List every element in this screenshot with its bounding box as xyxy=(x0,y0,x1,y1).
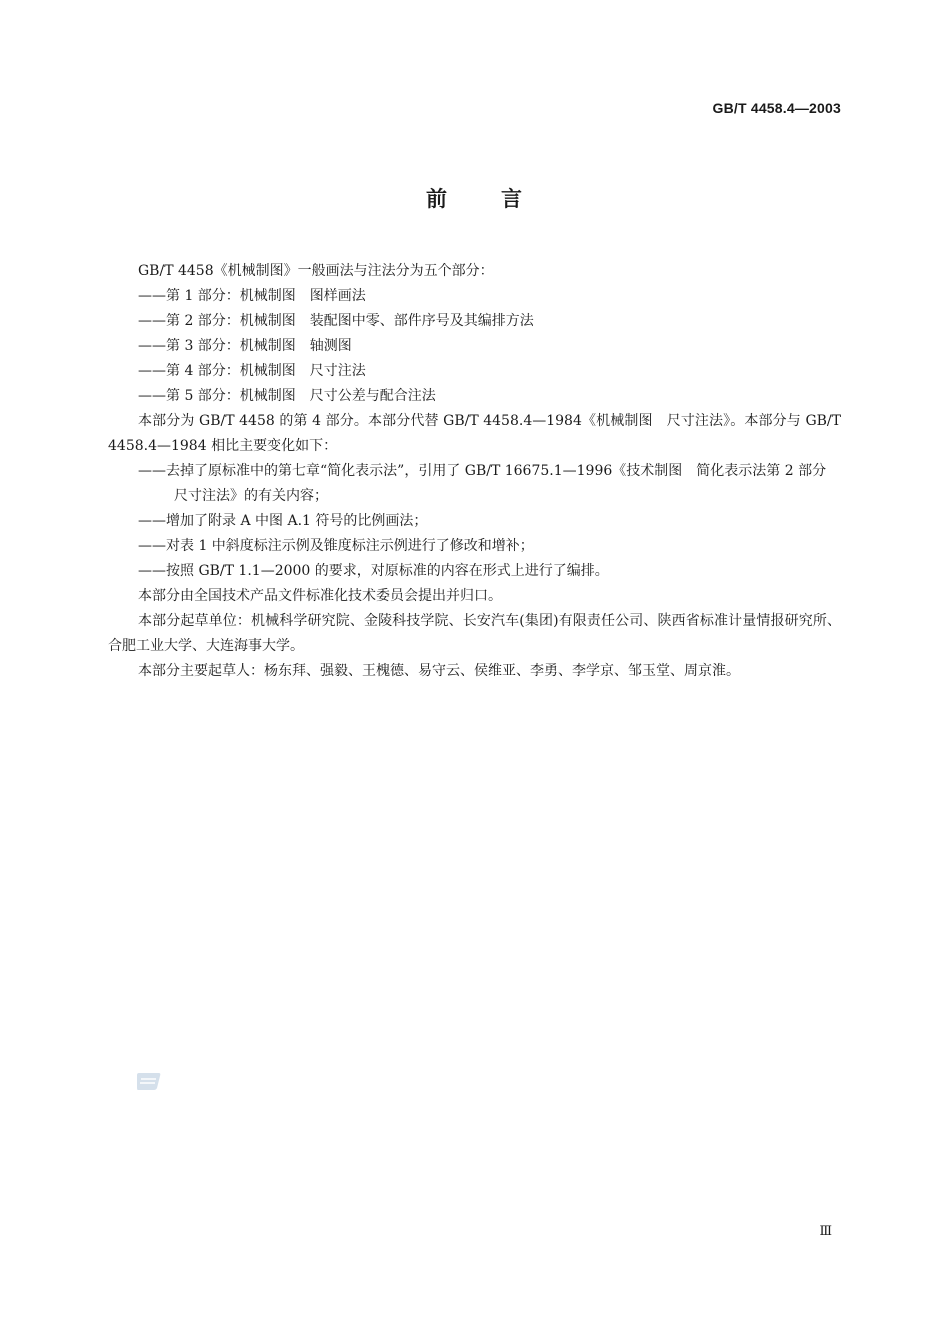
intro-paragraph: GB/T 4458《机械制图》一般画法与注法分为五个部分： xyxy=(138,263,494,279)
sac-logo-icon xyxy=(136,1071,162,1091)
list-item: ——去掉了原标准中的第七章“简化表示法”，引用了 GB/T 16675.1—1996《技术制图 简化表示法第 2 部分 尺寸注法》的有关内容； xyxy=(138,463,841,504)
list-item: ——第 1 部分：机械制图 图样画法 xyxy=(138,288,366,304)
document-body xyxy=(108,259,841,684)
list-item: ——对表 1 中斜度标注示例及锥度标注示例进行了修改和增补； xyxy=(138,538,534,554)
standard-code: GB/T 4458.4—2003 xyxy=(712,100,841,116)
list-item: ——增加了附录 A 中图 A.1 符号的比例画法； xyxy=(138,513,428,529)
list-item: ——按照 GB/T 1.1—2000 的要求，对原标准的内容在形式上进行了编排。 xyxy=(138,563,609,579)
page-title-part1: 前 xyxy=(426,187,449,211)
page-title xyxy=(0,183,950,213)
drafting-units-paragraph: 本部分起草单位：机械科学研究院、金陵科技学院、长安汽车(集团)有限责任公司、陕西省标准计量情报研究所、合肥工业大学、大连海事大学。 xyxy=(108,613,841,654)
committee-paragraph: 本部分由全国技术产品文件标准化技术委员会提出并归口。 xyxy=(138,588,502,604)
list-item: ——第 2 部分：机械制图 装配图中零、部件序号及其编排方法 xyxy=(138,313,534,329)
list-item: ——第 4 部分：机械制图 尺寸注法 xyxy=(138,363,366,379)
list-item: ——第 5 部分：机械制图 尺寸公差与配合注法 xyxy=(138,388,436,404)
page-title-part2: 言 xyxy=(501,187,524,211)
replacement-paragraph: 本部分为 GB/T 4458 的第 4 部分。本部分代替 GB/T 4458.4—1984《机械制图 尺寸注法》。本部分与 GB/T 4458.4—1984 相比主要变化如下： xyxy=(108,413,841,454)
page-number: Ⅲ xyxy=(819,1224,832,1239)
list-item: ——第 3 部分：机械制图 轴测图 xyxy=(138,338,352,354)
drafters-paragraph: 本部分主要起草人：杨东拜、强毅、王槐德、易守云、侯维亚、李勇、李学京、邹玉堂、周京淮。 xyxy=(138,663,740,679)
